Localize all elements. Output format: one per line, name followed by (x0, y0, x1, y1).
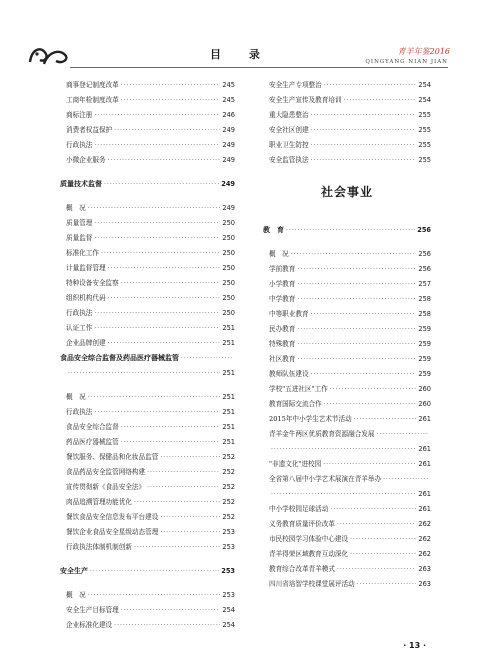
toc-entry-title: 质量技术监督 (60, 180, 102, 188)
dot-leader (337, 517, 416, 532)
toc-page-number: 256 (418, 265, 431, 273)
toc-page-number: 261 (418, 415, 431, 423)
toc-entry-title: 全省第八届中小学艺术展演在青羊举办 (269, 475, 382, 483)
toc-entry-title: 义务教育质量评价改革 (269, 520, 335, 528)
toc-page-number: 251 (222, 339, 235, 347)
toc-page-number: 258 (418, 310, 431, 318)
logo-icon (26, 42, 70, 68)
dot-leader (114, 618, 220, 633)
toc-entry-title: 行政执法体制机制创新 (66, 543, 132, 551)
toc-entry-title: 标准化工作 (66, 249, 99, 257)
toc-entry-title: 概 况 (66, 591, 86, 599)
toc-page-number: 256 (417, 226, 431, 234)
toc-page-number: 255 (418, 111, 431, 119)
toc-entry[interactable] (263, 78, 431, 93)
toc-entry[interactable] (60, 588, 235, 603)
dot-leader (121, 276, 221, 291)
toc-entry[interactable] (60, 525, 235, 540)
toc-entry-title: 特种设备安全监察 (66, 279, 119, 287)
toc-page-number: 252 (222, 453, 235, 461)
toc-entry-title: 企业标准化建设 (66, 621, 113, 629)
dot-leader (108, 291, 221, 306)
toc-entry-title: 药品医疗器械监管 (66, 438, 119, 446)
spacer (263, 214, 431, 223)
toc-entry-title: 概 况 (269, 250, 289, 258)
dot-leader (104, 177, 219, 192)
dot-leader (88, 201, 221, 216)
toc-entry-title: 质量管理 (66, 219, 93, 227)
toc-entry[interactable] (60, 405, 235, 420)
dot-leader (330, 502, 416, 517)
dot-leader (311, 138, 417, 153)
dot-leader (377, 427, 430, 442)
toc-entry-title: 安全社区创建 (269, 126, 309, 134)
toc-page-number: 253 (222, 543, 235, 551)
dot-leader (181, 351, 233, 366)
page-header (0, 0, 480, 70)
dot-leader (108, 336, 221, 351)
toc-entry-title: 学前教育 (269, 265, 296, 273)
toc-entry-title: 教育综合改革青羊模式 (269, 565, 335, 573)
toc-entry[interactable] (263, 337, 431, 352)
dot-leader (324, 78, 417, 93)
toc-entry-title: 小微企业服务 (66, 156, 106, 164)
spacer (60, 168, 235, 177)
dot-leader (330, 382, 417, 397)
dot-leader (383, 472, 429, 487)
dot-leader (311, 367, 417, 382)
toc-page-number: 258 (418, 295, 431, 303)
toc-entry-title: 中小学校园足球活动 (269, 505, 329, 513)
toc-page-number: 249 (222, 156, 235, 164)
toc-page-number: 250 (222, 294, 235, 302)
toc-entry[interactable] (263, 352, 431, 367)
dot-leader (101, 246, 220, 261)
dot-leader (297, 337, 416, 352)
dot-leader (121, 93, 221, 108)
toc-page-number: 250 (222, 279, 235, 287)
toc-entry-title: 四川省培智学校课堂展评活动 (269, 580, 355, 588)
toc-page-number: 251 (222, 408, 235, 416)
toc-page-number: 252 (222, 513, 235, 521)
toc-entry-title: 商标注册 (66, 111, 93, 119)
toc-entry[interactable] (263, 292, 431, 307)
toc-page-number: 259 (418, 370, 431, 378)
dot-leader (311, 307, 417, 322)
toc-page-number: 255 (418, 156, 431, 164)
spacer (60, 192, 235, 201)
toc-entry-title: "非遗文化"进校园 (269, 460, 322, 468)
toc-page-number: 246 (222, 111, 235, 119)
toc-entry[interactable] (263, 547, 431, 562)
toc-entry-title: 工商年检制度改革 (66, 96, 119, 104)
toc-entry-title: 民办教育 (269, 325, 296, 333)
dot-leader (297, 352, 416, 367)
toc-page-number: 250 (222, 234, 235, 242)
toc-entry[interactable] (60, 93, 235, 108)
toc-page-number: 250 (222, 219, 235, 227)
spacer (60, 579, 235, 588)
dot-leader (90, 564, 219, 579)
header-rule (70, 67, 448, 68)
dot-leader (134, 540, 220, 555)
toc-entry[interactable] (60, 618, 235, 633)
toc-entry-title: 市民校园学习体验中心建设 (269, 535, 349, 543)
dot-leader (108, 261, 221, 276)
toc-entry-title: 商事登记制度改革 (66, 81, 119, 89)
toc-entry-title: 认证工作 (66, 324, 93, 332)
toc-entry-title: 行政执法 (66, 309, 93, 317)
toc-entry[interactable] (60, 336, 235, 351)
toc-page-number: 261 (418, 505, 431, 513)
toc-entry-title: 质量监督 (66, 234, 93, 242)
toc-entry[interactable] (263, 577, 431, 592)
toc-page-number: 254 (418, 96, 431, 104)
toc-page-number: 260 (418, 400, 431, 408)
toc-entry[interactable] (263, 472, 431, 487)
toc-entry[interactable] (263, 367, 431, 382)
toc-entry[interactable] (60, 291, 235, 306)
toc-page-number: 253 (221, 567, 235, 575)
toc-page-number: 249 (221, 180, 235, 188)
toc-entry-title: 安全生产专项整治 (269, 81, 322, 89)
toc-entry[interactable] (60, 450, 235, 465)
page-number: · 13 · (403, 641, 426, 650)
toc-entry[interactable] (60, 480, 235, 495)
toc-entry-title: 餐饮服务、保健品和化妆品监管 (66, 453, 159, 461)
toc-entry[interactable] (263, 442, 431, 457)
toc-page-number: 261 (418, 460, 431, 468)
toc-entry-title: 消费者权益保护 (66, 126, 113, 134)
toc-entry-title: 教育国际交流合作 (269, 400, 322, 408)
spacer (263, 238, 431, 247)
toc-entry[interactable] (263, 412, 431, 427)
toc-entry-title: 食品安全综合监督及药品医疗器械监管 (60, 354, 179, 362)
spacer (60, 381, 235, 390)
dot-leader (271, 487, 416, 502)
toc-section-entry[interactable] (263, 223, 431, 238)
toc-entry-title: 计量监督管理 (66, 264, 106, 272)
toc-page-number: 249 (222, 141, 235, 149)
toc-entry[interactable] (263, 517, 431, 532)
toc-entry[interactable] (263, 307, 431, 322)
toc-entry[interactable] (263, 502, 431, 517)
dot-leader (94, 405, 220, 420)
dot-leader (324, 397, 417, 412)
toc-entry[interactable] (60, 420, 235, 435)
dot-leader (160, 450, 220, 465)
toc-page-number: 255 (418, 141, 431, 149)
toc-entry[interactable] (60, 276, 235, 291)
toc-entry-title: 职业卫生防控 (269, 141, 309, 149)
toc-page-number: 252 (222, 468, 235, 476)
toc-page-number: 251 (222, 438, 235, 446)
dot-leader (108, 153, 221, 168)
dot-leader (344, 93, 417, 108)
dot-leader (114, 123, 220, 138)
dot-leader (350, 532, 416, 547)
dot-leader (134, 495, 220, 510)
toc-entry[interactable] (60, 201, 235, 216)
toc-page-number: 253 (222, 528, 235, 536)
toc-page-number: 253 (222, 591, 235, 599)
toc-entry-title: 青羊金牛两区优质教育资源融合发展 (269, 430, 375, 438)
toc-page-number: 251 (222, 324, 235, 332)
toc-entry-title: 概 况 (66, 393, 86, 401)
toc-entry[interactable] (263, 532, 431, 547)
toc-entry-title: 安全生产宣传及教育培训 (269, 96, 342, 104)
dot-leader (297, 277, 416, 292)
dot-leader (88, 390, 221, 405)
toc-page-number: 251 (222, 393, 235, 401)
toc-entry[interactable] (60, 465, 235, 480)
dot-leader (311, 153, 417, 168)
toc-entry[interactable] (263, 427, 431, 442)
dot-leader (297, 292, 416, 307)
toc-entry-title: 概 况 (66, 204, 86, 212)
dot-leader (88, 588, 221, 603)
dot-leader (323, 457, 416, 472)
toc-entry[interactable] (60, 78, 235, 93)
dot-leader (354, 412, 417, 427)
toc-entry-title: 社区教育 (269, 355, 296, 363)
toc-entry-title: 特殊教育 (269, 340, 296, 348)
dot-leader (147, 480, 220, 495)
toc-page-number: 249 (222, 204, 235, 212)
toc-entry-title: 教 育 (263, 226, 284, 234)
toc-entry[interactable] (60, 108, 235, 123)
dot-leader (94, 108, 220, 123)
toc-page-number: 254 (222, 621, 235, 629)
dot-leader (94, 138, 220, 153)
dot-leader (94, 321, 220, 336)
toc-entry-title: 食品药品安全监管网络构建 (66, 468, 146, 476)
page-title: 目 录 (210, 48, 272, 61)
toc-entry-title: 宣传贯彻新《食品安全法》 (66, 483, 146, 491)
toc-entry-title: 餐饮食品安全信息发布平台建设 (66, 513, 159, 521)
toc-column-left (60, 78, 235, 633)
yearbook-title: 青羊年鉴2016 (397, 47, 450, 56)
toc-page-number: 250 (222, 309, 235, 317)
toc-entry-title: 小学教育 (269, 280, 296, 288)
toc-entry[interactable] (263, 487, 431, 502)
toc-entry-title: 食品安全综合监督 (66, 423, 119, 431)
toc-entry[interactable] (60, 495, 235, 510)
toc-entry[interactable] (60, 138, 235, 153)
toc-entry[interactable] (263, 382, 431, 397)
toc-entry-title: 安全监管执法 (269, 156, 309, 164)
dot-leader (337, 562, 416, 577)
toc-section-entry[interactable] (60, 564, 235, 579)
toc-entry[interactable] (263, 93, 431, 108)
toc-entry[interactable] (60, 216, 235, 231)
dot-leader (271, 442, 416, 457)
toc-entry[interactable] (60, 231, 235, 246)
toc-page-number: 250 (222, 249, 235, 257)
dot-leader (121, 78, 221, 93)
toc-entry[interactable] (60, 123, 235, 138)
dot-leader (94, 306, 220, 321)
toc-page-number: 245 (222, 81, 235, 89)
toc-entry[interactable] (60, 246, 235, 261)
yearbook-pinyin: QINGYANG NIAN JIAN (365, 59, 448, 65)
toc-entry-title: 行政执法 (66, 141, 93, 149)
toc-page-number: 254 (418, 81, 431, 89)
toc-entry[interactable] (60, 261, 235, 276)
toc-page-number: 262 (418, 550, 431, 558)
dot-leader (160, 510, 220, 525)
toc-page-number: 260 (418, 385, 431, 393)
toc-page-number: 252 (222, 483, 235, 491)
dot-leader (160, 525, 220, 540)
spacer (60, 555, 235, 564)
dot-leader (147, 465, 220, 480)
dot-leader (94, 216, 220, 231)
toc-page-number: 252 (222, 498, 235, 506)
toc-entry[interactable] (263, 138, 431, 153)
toc-entry[interactable] (60, 603, 235, 618)
toc-entry[interactable] (263, 247, 431, 262)
dot-leader (121, 420, 221, 435)
toc-page-number: 263 (418, 580, 431, 588)
toc-page-number: 251 (222, 369, 235, 377)
toc-page-number: 263 (418, 565, 431, 573)
toc-page-number: 259 (418, 325, 431, 333)
toc-entry-title: 中学教育 (269, 295, 296, 303)
toc-entry-title: 学校"五进社区"工作 (269, 385, 328, 393)
dot-leader (311, 123, 417, 138)
toc-page-number: 255 (418, 126, 431, 134)
toc-entry[interactable] (60, 153, 235, 168)
dot-leader (121, 435, 221, 450)
toc-section-entry[interactable] (60, 351, 235, 366)
toc-page-number: 261 (418, 445, 431, 453)
dot-leader (350, 547, 416, 562)
toc-entry[interactable] (263, 277, 431, 292)
toc-entry[interactable] (60, 435, 235, 450)
toc-page-number: 254 (222, 606, 235, 614)
dot-leader (286, 223, 415, 238)
dot-leader (121, 603, 221, 618)
toc-entry-title: 企业品牌创建 (66, 339, 106, 347)
dot-leader (94, 231, 220, 246)
dot-leader (291, 247, 417, 262)
part-heading: 社会事业 (320, 184, 373, 199)
toc-entry-title: 教师队伍建设 (269, 370, 309, 378)
toc-entry[interactable] (60, 510, 235, 525)
toc-entry-title: 组织机构代码 (66, 294, 106, 302)
toc-column-right (263, 78, 431, 592)
dot-leader (357, 577, 417, 592)
toc-entry[interactable] (263, 457, 431, 472)
toc-page-number: 256 (418, 250, 431, 258)
toc-entry-title: 安全生产 (60, 567, 88, 575)
toc-entry[interactable] (60, 366, 235, 381)
toc-page-number: 261 (418, 490, 431, 498)
toc-entry[interactable] (60, 321, 235, 336)
toc-page-number: 245 (222, 96, 235, 104)
toc-entry[interactable] (263, 562, 431, 577)
toc-entry-title: 餐饮企业食品安全星级动态管理 (66, 528, 159, 536)
toc-page-number: 262 (418, 535, 431, 543)
toc-page-number: 259 (418, 355, 431, 363)
toc-page-number: 251 (222, 423, 235, 431)
toc-entry[interactable] (263, 397, 431, 412)
toc-page-number: 257 (418, 280, 431, 288)
toc-page-number: 250 (222, 264, 235, 272)
toc-entry-title: 中等职业教育 (269, 310, 309, 318)
toc-page-number: 249 (222, 126, 235, 134)
toc-entry[interactable] (60, 540, 235, 555)
dot-leader (311, 108, 417, 123)
toc-entry[interactable] (263, 108, 431, 123)
toc-section-entry[interactable] (60, 177, 235, 192)
dot-leader (68, 366, 220, 381)
toc-entry-title: 重大隐患整治 (269, 111, 309, 119)
toc-entry[interactable] (263, 262, 431, 277)
toc-entry-title: 2015年中小学生艺术节活动 (269, 415, 352, 423)
toc-entry[interactable] (60, 390, 235, 405)
toc-entry[interactable] (263, 123, 431, 138)
toc-entry-title: 安全生产目标管理 (66, 606, 119, 614)
toc-entry[interactable] (60, 306, 235, 321)
dot-leader (297, 322, 416, 337)
toc-entry-title: 行政执法 (66, 408, 93, 416)
toc-entry-title: 青羊得荣区域教育互动深化 (269, 550, 349, 558)
toc-entry[interactable] (263, 153, 431, 168)
dot-leader (297, 262, 416, 277)
toc-page-number: 262 (418, 520, 431, 528)
toc-page-number: 259 (418, 340, 431, 348)
toc-entry[interactable] (263, 322, 431, 337)
toc-entry-title: 肉品追溯管理功能优化 (66, 498, 132, 506)
